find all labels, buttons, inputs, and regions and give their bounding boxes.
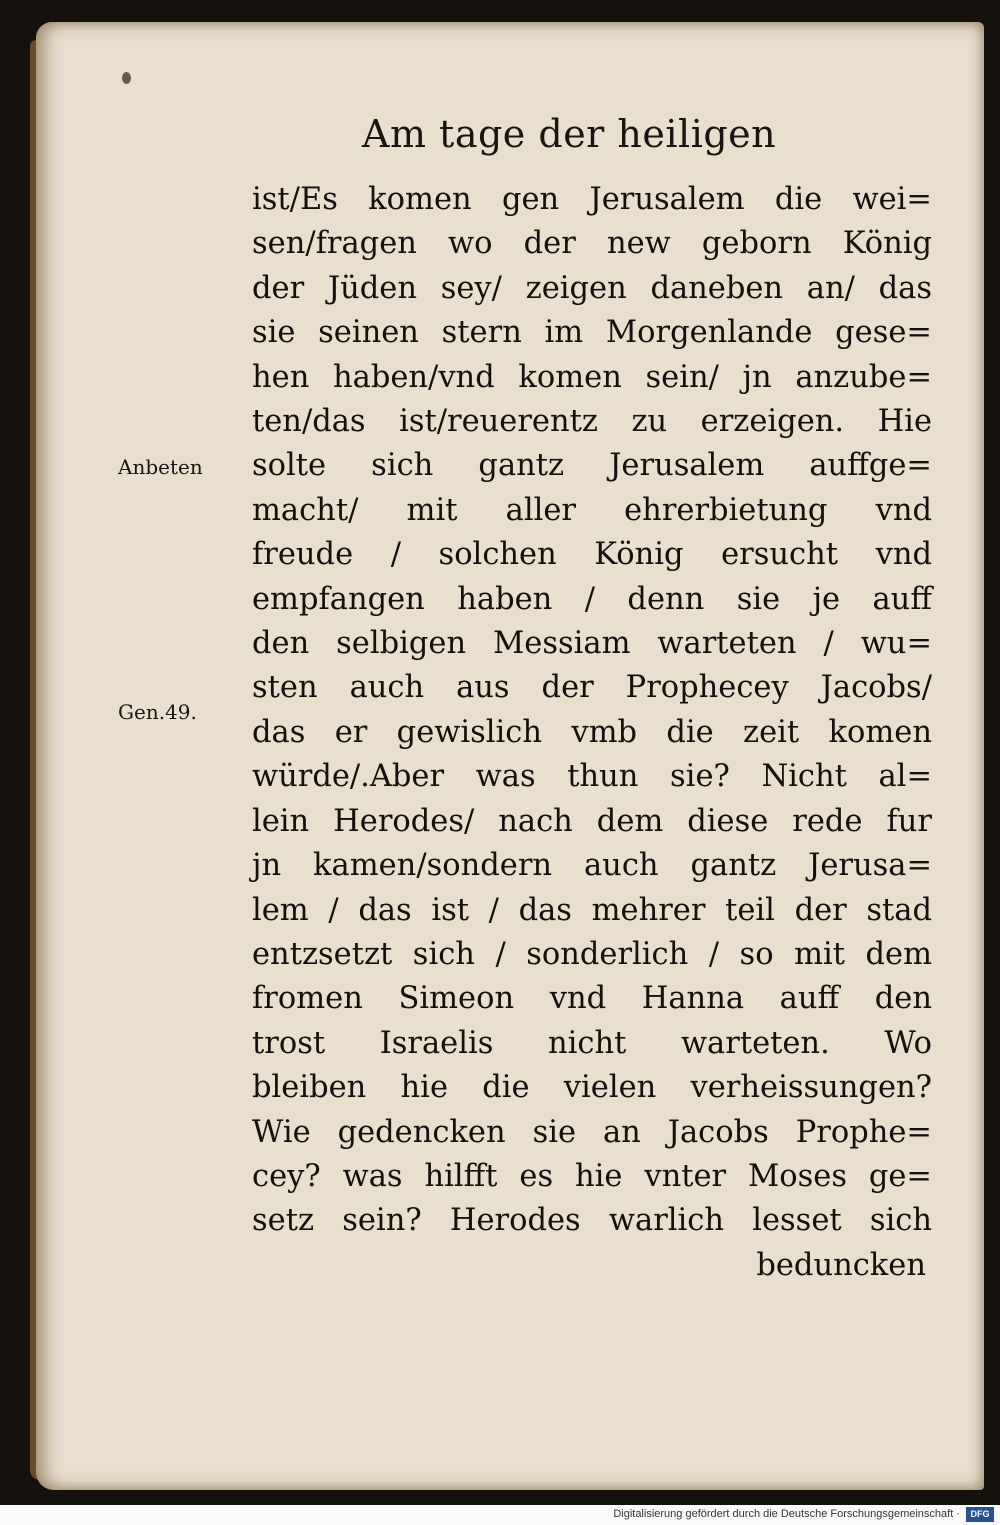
dfg-logo: DFG (966, 1507, 994, 1522)
funding-credit: Digitalisierung gefördert durch die Deutsche Forschungsgemeinschaft · (613, 1508, 960, 1520)
text-line: solte sich gantz Jerusalem auffge= (252, 448, 932, 484)
ink-spot (122, 72, 131, 84)
text-line: fromen Simeon vnd Hanna auff den (252, 981, 932, 1017)
text-line: lein Herodes/ nach dem diese rede fur (252, 803, 932, 839)
text-line: würde/.Aber was thun sie? Nicht al= (252, 759, 932, 795)
text-line: ten/das ist/reuerentz zu erzeigen. Hie (252, 404, 932, 440)
text-line: lem / das ist / das mehrer teil der stad (252, 892, 932, 928)
text-line: cey? was hilfft es hie vnter Moses ge= (252, 1158, 932, 1194)
text-line: ist/Es komen gen Jerusalem die wei= (252, 182, 932, 217)
marginal-note-anbeten: Anbeten (118, 455, 203, 479)
body-text (252, 178, 932, 1288)
text-line: setz sein? Herodes warlich lesset sich (252, 1203, 932, 1239)
text-line: den selbigen Messiam warteten / wu= (252, 626, 932, 662)
text-line: freude / solchen König ersucht vnd (252, 537, 932, 573)
text-line: macht/ mit aller ehrerbietung vnd (252, 492, 932, 528)
running-head: Am tage der heiligen (362, 112, 777, 156)
text-line: Wie gedencken sie an Jacobs Prophe= (252, 1114, 932, 1150)
text-line: empfangen haben / denn sie je auff (252, 581, 932, 617)
text-line: jn kamen/sondern auch gantz Jerusa= (252, 848, 932, 884)
marginal-note-gen: Gen.49. (118, 700, 197, 724)
text-line: sten auch aus der Prophecey Jacobs/ (252, 670, 932, 706)
text-line: hen haben/vnd komen sein/ jn anzube= (252, 359, 932, 395)
text-line: der Jüden sey/ zeigen daneben an/ das (252, 270, 932, 306)
text-line: entzsetzt sich / sonderlich / so mit dem (252, 936, 932, 972)
text-line: sen/fragen wo der new geborn König (252, 226, 932, 262)
text-line: das er gewislich vmb die zeit komen (252, 714, 932, 750)
text-line: sie seinen stern im Morgenlande gese= (252, 315, 932, 351)
footer-bar (0, 1505, 1000, 1525)
text-line: bleiben hie die vielen verheissungen? (252, 1070, 932, 1106)
text-line: trost Israelis nicht warteten. Wo (252, 1025, 932, 1061)
catchword: beduncken (756, 1247, 926, 1283)
